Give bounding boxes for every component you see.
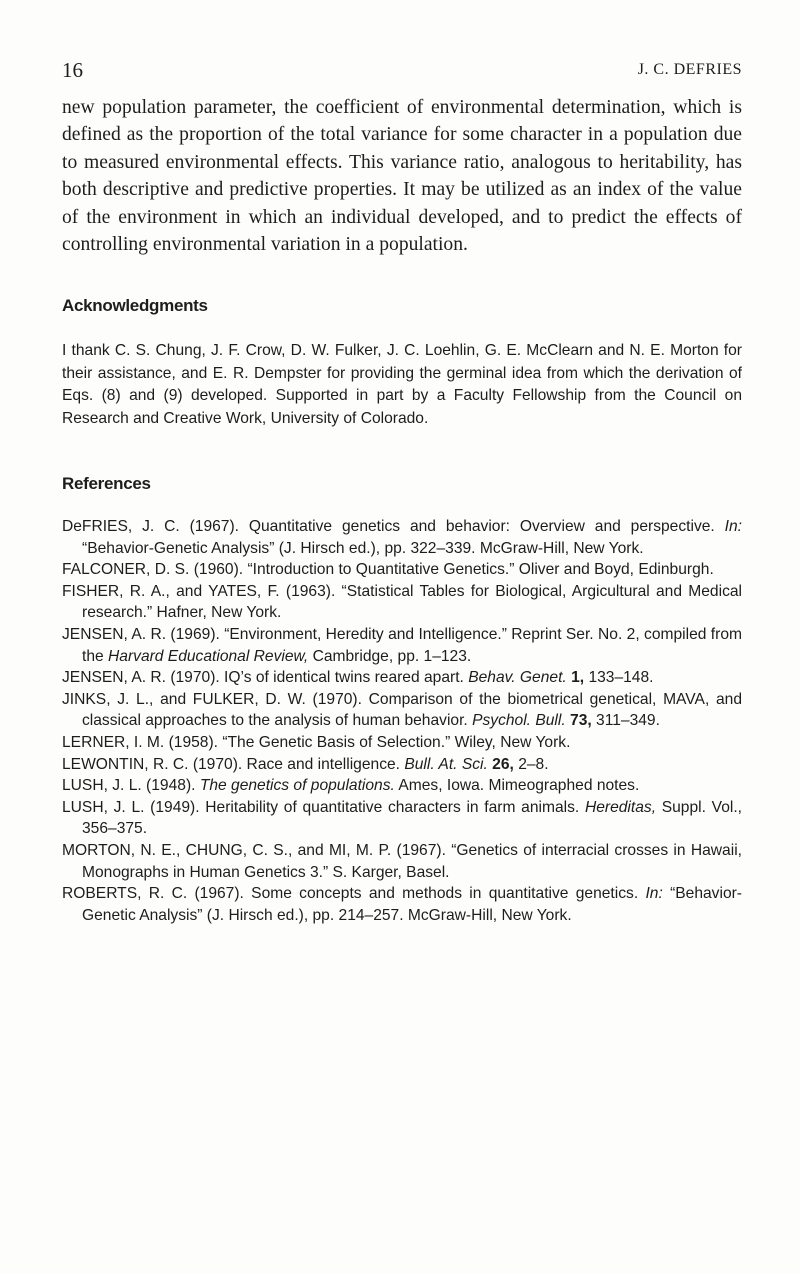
reference-item: LERNER, I. M. (1958). “The Genetic Basis of Selection.” Wiley, New York. <box>62 734 571 751</box>
book-page <box>62 52 742 926</box>
reference-item: JINKS, J. L., and FULKER, D. W. (1970). Comparison of the biometrical genetical, MAVA, and classical approaches to the analysis of human behavior. Psychol. Bull. 73, 311–349. <box>62 690 742 730</box>
reference-item: DeFRIES, J. C. (1967). Quantitative genetics and behavior: Overview and perspective. In: “Behavior-Genetic Analysis” (J. Hirsch ed.), pp. 322–339. McGraw-Hill, New York. <box>62 518 742 557</box>
reference-item: FISHER, R. A., and YATES, F. (1963). “Statistical Tables for Biological, Argicultural and Medical research.” Hafner, New York. <box>62 582 742 622</box>
acknowledgments-text: I thank C. S. Chung, J. F. Crow, D. W. Fulker, J. C. Loehlin, G. E. McClearn and N. E. Morton for their assistance, and E. R. Dempster for providing the germinal idea from which the derivation of Eqs. (8) and (9) developed. Supported in part by a Faculty Fellowship from the Council on Research and Creative Work, University of Colorado. <box>62 342 742 427</box>
reference-item: LUSH, J. L. (1949). Heritability of quantitative characters in farm animals. Hereditas, Suppl. Vol., 356–375. <box>62 798 742 838</box>
acknowledgments-heading: Acknowledgments <box>62 296 208 316</box>
reference-list <box>62 516 742 926</box>
reference-item: LUSH, J. L. (1948). The genetics of populations. Ames, Iowa. Mimeographed notes. <box>62 777 640 795</box>
page-number: 16 <box>62 58 83 82</box>
running-head <box>62 52 742 88</box>
reference-item: JENSEN, A. R. (1970). IQ’s of identical twins reared apart. Behav. Genet. 1, 133–148. <box>62 669 654 687</box>
running-head-author: J. C. DEFRIES <box>637 61 742 78</box>
references-heading: References <box>62 474 151 494</box>
reference-item: JENSEN, A. R. (1969). “Environment, Heredity and Intelligence.” Reprint Ser. No. 2, compiled from the Harvard Educational Review, Cambridge, pp. 1–123. <box>62 626 742 665</box>
reference-item: LEWONTIN, R. C. (1970). Race and intelligence. Bull. At. Sci. 26, 2–8. <box>62 755 549 773</box>
reference-item: MORTON, N. E., CHUNG, C. S., and MI, M. P. (1967). “Genetics of interracial crosses in Hawaii, Monographs in Human Genetics 3.” S. Karger, Basel. <box>62 841 742 881</box>
reference-item: FALCONER, D. S. (1960). “Introduction to Quantitative Genetics.” Oliver and Boyd, Edinburgh. <box>62 561 714 579</box>
body-paragraph: new population parameter, the coefficient of environmental determination, which is defined as the proportion of the total variance for some character in a population due to measured environmental effects. This variance ratio, analogous to heritability, has both descriptive and predictive properties. It may be utilized as an index of the value of the environment in which an individual developed, and to predict the effects of controlling environmental variation in a population. <box>62 97 742 256</box>
reference-item: ROBERTS, R. C. (1967). Some concepts and methods in quantitative genetics. In: “Behavior-Genetic Analysis” (J. Hirsch ed.), pp. 214–257. McGraw-Hill, New York. <box>62 885 742 924</box>
